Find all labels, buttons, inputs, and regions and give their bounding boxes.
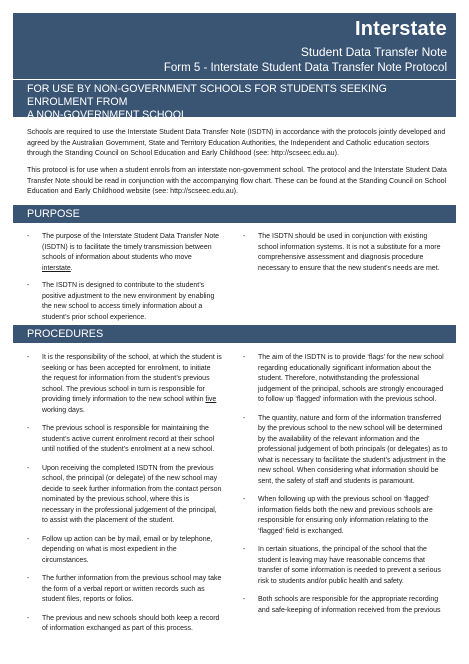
usage-banner xyxy=(13,80,456,121)
purpose-left-list xyxy=(27,232,222,323)
bullet-text: Upon receiving the completed ISDTN from the previous school, the principal (or delegate) of the new school may decide to seek further information from the contact person nominated by the previous school, where this is necessary in the professional judgement of the principal, to assist with the placement of the student. xyxy=(42,464,222,524)
bullet-text: The further information from the previous school may take the form of a verbal report or written records such as student files, reports or folios. xyxy=(42,575,222,603)
bullet-text: The ISDTN is designed to contribute to the student’s positive adjustment to the new environment by enabling the new school to access timely information about a student’s prior school experience. xyxy=(42,282,215,321)
bullet-text-end: working days. xyxy=(42,406,85,414)
bullet-text: Both schools are responsible for the appropriate recording and safe-keeping of information received from the previous xyxy=(258,596,441,614)
usage-banner-line1: FOR USE BY NON-GOVERNMENT SCHOOLS FOR STUDENTS SEEKING ENROLMENT FROM xyxy=(27,83,387,108)
bullet-item xyxy=(27,232,222,274)
intro-paragraph-1: Schools are required to use the Interstate Student Data Transfer Note (ISDTN) in accordance with the protocols jointly developed and agreed by the Australian Government, State and Territory Education Authorities, the Independent and Catholic education sectors through the Standing Council on School Education and Early Childhood (see: http://scseec.edu.au). xyxy=(27,128,446,158)
bullet-item xyxy=(27,424,222,456)
bullet-item xyxy=(27,614,222,635)
intro-paragraph-2: This protocol is for use when a student enrols from an interstate non-government school. The protocol and the Interstate Student Data Transfer Note should be read in conjunction with the accompanying flow chart. These can be found at the Standing Council on School Education and Early Childhood website (see: http://scseec.edu.au). xyxy=(27,166,447,196)
bullet-item xyxy=(243,414,448,488)
form-name: Interstate Student Data Transfer Note Protocol xyxy=(210,62,447,74)
bullet-item xyxy=(243,545,448,587)
usage-banner-line2: A NON-GOVERNMENT SCHOOL xyxy=(27,109,187,121)
bullet-item xyxy=(27,574,222,606)
purpose-left-column xyxy=(27,232,222,323)
bullet-text-end: . xyxy=(70,264,73,272)
bullet-item xyxy=(243,595,448,616)
bullet-item xyxy=(27,281,222,323)
bullet-item xyxy=(243,353,448,406)
bullet-text: The previous and new schools should both keep a record of information exchanged as part of this process. xyxy=(42,614,220,632)
page-subtitle: Student Data Transfer Note xyxy=(300,45,447,59)
bullet-text: When following up with the previous school on ‘flagged’ information fields both the new and previous schools are responsible for ensuring only information relating to the ‘flagged’ field is exchanged. xyxy=(258,496,433,535)
bullet-item xyxy=(243,232,448,274)
form-label: Form 5 - xyxy=(163,62,208,74)
purpose-heading: PURPOSE xyxy=(13,205,456,223)
bullet-text: In certain situations, the principal of the school that the student is leaving may have reasonable concerns that transfer of some information is needed to prevent a serious risk to students and/or public health and safety. xyxy=(258,546,441,585)
underlined-term: interstate xyxy=(42,264,71,272)
bullet-item xyxy=(27,464,222,527)
bullet-text: Follow up action can be by mail, email or by telephone, depending on what is most expedient in the circumstances. xyxy=(42,535,213,564)
underlined-term: five xyxy=(205,396,217,403)
procedures-left-list xyxy=(27,353,222,635)
purpose-right-column xyxy=(243,232,448,274)
bullet-item xyxy=(27,535,222,567)
procedures-right-list xyxy=(243,353,448,616)
page-title: Interstate xyxy=(354,18,447,40)
procedures-right-column xyxy=(243,353,448,616)
procedures-heading: PROCEDURES xyxy=(13,325,456,343)
bullet-text: It is the responsibility of the school, at which the student is seeking or has been accepted for enrolment, to initiate the request for information from the student’s previous school. The previous school in turn is responsible for providing timely information to the new school within xyxy=(42,354,222,403)
bullet-text: The quantity, nature and form of the information transferred by the previous school to the new school will be determined by the availability of the relevant information and the professional judgement of both principals (or delegates) as to what is necessary to facilitate the student’s adjustment in the new school. When considering what information should be sent, the safety of staff and students is paramount. xyxy=(258,414,448,485)
bullet-text: The previous school is responsible for maintaining the student’s active current enrolment record at their school until notified of the student’s enrolment at a new school. xyxy=(42,425,215,453)
bullet-item xyxy=(27,353,222,416)
purpose-right-list xyxy=(243,232,448,274)
header-banner xyxy=(13,13,456,79)
bullet-text: The ISDTN should be used in conjunction with existing school information systems. It is not a substitute for a more comprehensive assessment and diagnosis procedure necessary to ensure that the new student’s needs are met. xyxy=(258,233,441,272)
procedures-left-column xyxy=(27,353,222,635)
bullet-text: The purpose of the Interstate Student Data Transfer Note (ISDTN) is to facilitate the timely transmission between schools of information about students who move xyxy=(42,233,220,261)
form-title xyxy=(164,62,447,74)
bullet-text: The aim of the ISDTN is to provide ‘flags’ for the new school regarding educationally significant information about the student. Therefore, notwithstanding the professional judgement of the principal, schools are strongly encouraged to follow up ‘flagged’ information with the previous school. xyxy=(258,354,444,403)
bullet-item xyxy=(243,495,448,537)
